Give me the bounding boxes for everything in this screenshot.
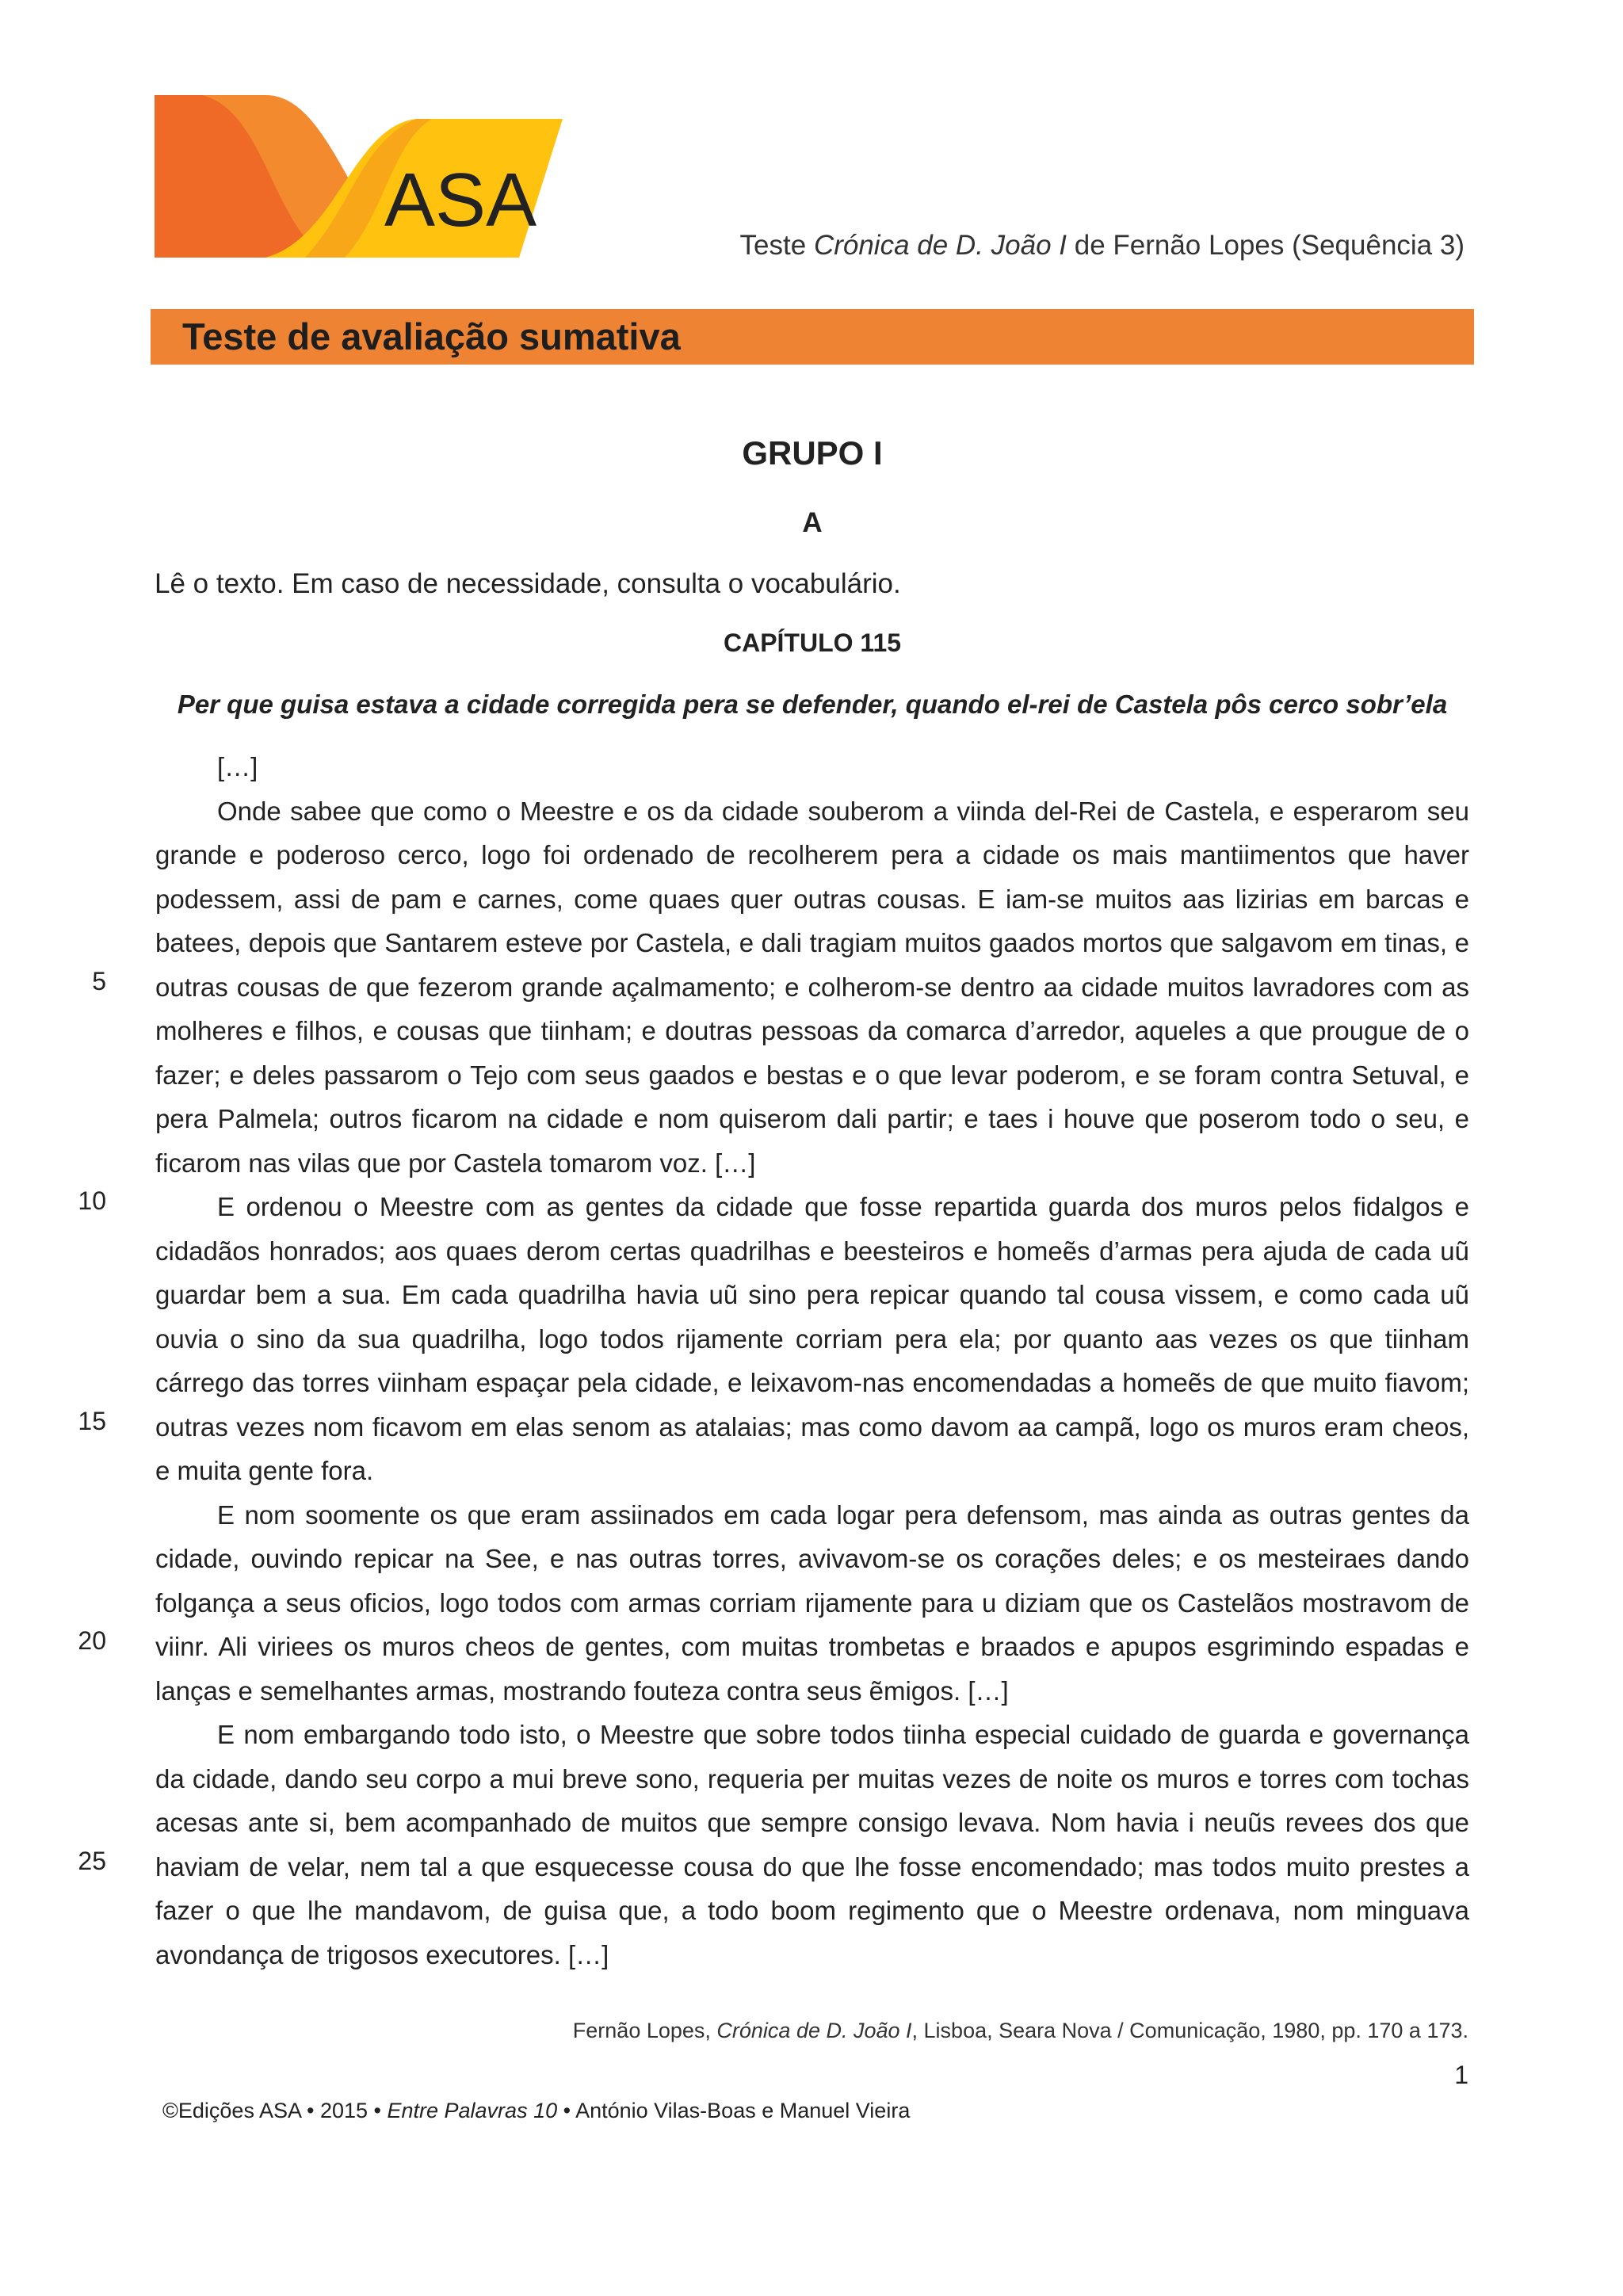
- instruction-text: Lê o texto. Em caso de necessidade, consulta o vocabulário.: [155, 568, 901, 599]
- footer-book-title: Entre Palavras 10: [387, 2099, 558, 2122]
- test-subtitle-prefix: Teste: [739, 230, 814, 261]
- title-banner: [151, 309, 1474, 365]
- line-number: 20: [78, 1626, 106, 1655]
- citation-work-title: Crónica de D. João I: [716, 2019, 912, 2042]
- asa-logo: [155, 95, 563, 258]
- group-heading: GRUPO I: [742, 434, 883, 472]
- footer-prefix: ©Edições ASA • 2015 •: [162, 2099, 388, 2122]
- paragraph: E ordenou o Meestre com as gentes da cidade que fosse repartida guarda dos muros pelos fidalgos e cidadãos honrados; aos quaes derom certas quadrilhas e beesteiros e homeẽs d’armas pera ajuda de cada uũ guardar bem a sua. Em cada quadrilha havia uũ sino pera repicar quando tal cousa vissem, e como cada uũ ouvia o sino da sua quadrilha, logo todos rijamente corriam pera ela; por quanto aas vezes os que tiinham cárrego das torres viinham espaçar pela cidade, e leixavom-nas encomendadas a homeẽs de que muito fiavom; outras vezes nom ficavom em elas senom as atalaias; mas como davom aa campã, logo os muros eram cheos, e muita gente fora.: [155, 1192, 1469, 1485]
- paragraph: Onde sabee que como o Meestre e os da cidade souberom a viinda del-Rei de Castela, e esperarom seu grande e poderoso cerco, logo foi ordenado de recolherem pera a cidade os mais mantiimentos que haver podessem, assi de pam e carnes, come quaes quer outras cousas. E iam-se muitos aas lizirias em barcas e batees, depois que Santarem esteve por Castela, e dali tragiam muitos gaados mortos que salgavom em tinas, e outras cousas de que fezerom grande açalmamento; e colherom-se dentro aa cidade muitos lavradores com as molheres e filhos, e cousas que tiinham; e doutras pessoas da comarca d’arredor, aqueles a que prougue de o fazer; e deles passarom o Tejo com seus gaados e bestas e o que levar poderom, e se foram contra Setuval, e pera Palmela; outros ficarom na cidade e nom quiserom dali partir; e taes i houve que poserom todo o seu, e ficarom nas vilas que por Castela tomarom voz. […]: [155, 796, 1469, 1178]
- citation-prefix: Fernão Lopes,: [572, 2019, 717, 2042]
- line-number: 5: [92, 967, 106, 995]
- line-number: 10: [78, 1186, 106, 1215]
- line-number: 15: [78, 1407, 106, 1435]
- page-title: Teste de avaliação sumativa: [182, 315, 681, 357]
- logo-text: ASA: [384, 158, 537, 243]
- footer-suffix: • António Vilas-Boas e Manuel Vieira: [557, 2099, 911, 2122]
- test-subtitle-work-title: Crónica de D. João I: [813, 230, 1067, 261]
- line-number: 25: [78, 1847, 106, 1875]
- page-number: 1: [1454, 2061, 1468, 2089]
- citation-suffix: , Lisboa, Seara Nova / Comunicação, 1980, pp. 170 a 173.: [911, 2019, 1468, 2042]
- opening-ellipsis: […]: [217, 752, 258, 781]
- source-citation: [573, 2019, 1468, 2043]
- text-body: [155, 745, 1469, 1977]
- section-heading: A: [802, 507, 823, 538]
- copyright-footer: [162, 2099, 910, 2123]
- chapter-subtitle: Per que guisa estava a cidade corregida pera se defender, quando el-rei de Castela pôs cerco sobr’ela: [177, 690, 1448, 719]
- chapter-title: CAPÍTULO 115: [723, 628, 902, 657]
- paragraph: E nom soomente os que eram assiinados em cada logar pera defensom, mas ainda as outras gentes da cidade, ouvindo repicar na See, e nas outras torres, avivavom-se os corações deles; e os mesteiraes dando folgança a seus oficios, logo todos com armas corriam rijamente para u diziam que os Castelãos mostravom de viinr. Ali viriees os muros cheos de gentes, com muitas trombetas e braados e apupos esgrimindo espadas e lanças e semelhantes armas, mostrando fouteza contra seus ẽmigos. […]: [155, 1499, 1469, 1706]
- test-subtitle: [740, 230, 1465, 262]
- paragraph: E nom embargando todo isto, o Meestre que sobre todos tiinha especial cuidado de guarda e governança da cidade, dando seu corpo a mui breve sono, requeria per muitas vezes de noite os muros e torres com tochas acesas ante si, bem acompanhado de muitos que sempre consigo levava. Nom havia i neuũs revees dos que haviam de velar, nem tal a que esquecesse cousa do que lhe fosse encomendado; mas todos muito prestes a fazer o que lhe mandavom, de guisa que, a todo boom regimento que o Meestre ordenava, nom minguava avondança de trigosos executores. […]: [155, 1720, 1469, 1969]
- test-subtitle-suffix: de Fernão Lopes (Sequência 3): [1067, 230, 1465, 261]
- logo-graphic: [155, 95, 563, 258]
